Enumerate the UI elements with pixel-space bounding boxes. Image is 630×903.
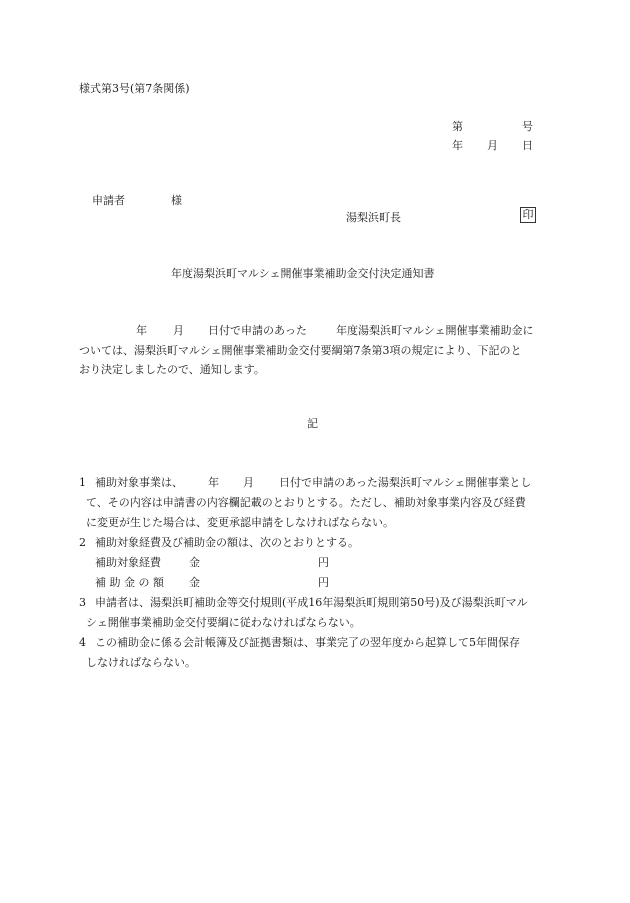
item1-num: 1 <box>79 476 86 489</box>
item2-num: 2 <box>79 536 86 549</box>
item4-num: 4 <box>79 636 86 649</box>
item3-num: 3 <box>79 596 86 609</box>
item2-line1: 補助対象経費及び補助金の額は、次のとおりとする。 <box>95 536 359 549</box>
item4-line2: しなければならない。 <box>86 656 196 669</box>
item3-line2: シェ開催事業補助金交付要綱に従わなければならない。 <box>86 616 361 629</box>
form-number: 様式第3号(第7条関係) <box>79 82 190 95</box>
item2-row1-kin: 金 <box>189 556 200 569</box>
doc-date-month: 月 <box>487 139 498 152</box>
applicant-label: 申請者 <box>92 194 125 207</box>
item2-row2-label: 補 助 金 の 額 <box>95 576 164 589</box>
doc-date-year: 年 <box>452 139 463 152</box>
item2-row2-yen: 円 <box>318 576 329 589</box>
item2-row2-kin: 金 <box>189 576 200 589</box>
document-title: 年度湯梨浜町マルシェ開催事業補助金交付決定通知書 <box>171 267 435 280</box>
item4-line1: この補助金に係る会計帳簿及び証拠書類は、事業完了の翌年度から起算して5年間保存 <box>95 636 520 649</box>
doc-no-go: 号 <box>522 120 533 133</box>
intro-rest: 日付で申請のあった <box>208 324 307 337</box>
item1-line1-a: 補助対象事業は、 <box>95 476 183 489</box>
item1-line1-b: 日付で申請のあった湯梨浜町マルシェ開催事業とし <box>279 476 532 489</box>
doc-date-day: 日 <box>522 139 533 152</box>
item3-line1: 申請者は、湯梨浜町補助金等交付規則(平成16年湯梨浜町規則第50号)及び湯梨浜町マル <box>95 596 528 609</box>
item1-line2: て、その内容は申請書の内容欄記載のとおりとする。ただし、補助対象事業内容及び経費 <box>86 496 526 509</box>
intro-line2: ついては、湯梨浜町マルシェ開催事業補助金交付要綱第7条第3項の規定により、下記のと <box>79 344 522 357</box>
intro-tail: 年度湯梨浜町マルシェ開催事業補助金に <box>336 324 534 337</box>
item2-row1-yen: 円 <box>318 556 329 569</box>
item2-row1-label: 補助対象経費 <box>95 556 161 569</box>
intro-year: 年 <box>136 324 147 337</box>
ki-heading: 記 <box>307 417 318 430</box>
doc-no-dai: 第 <box>452 120 463 133</box>
item1-line3: に変更が生じた場合は、変更承認申請をしなければならない。 <box>86 516 394 529</box>
seal-mark: 印 <box>520 207 536 223</box>
item1-month: 月 <box>243 476 254 489</box>
intro-line3: おり決定しましたので、通知します。 <box>79 363 265 376</box>
intro-month: 月 <box>173 324 184 337</box>
issuer-name: 湯梨浜町長 <box>346 211 401 224</box>
applicant-sama: 様 <box>171 194 182 207</box>
item1-year: 年 <box>208 476 219 489</box>
